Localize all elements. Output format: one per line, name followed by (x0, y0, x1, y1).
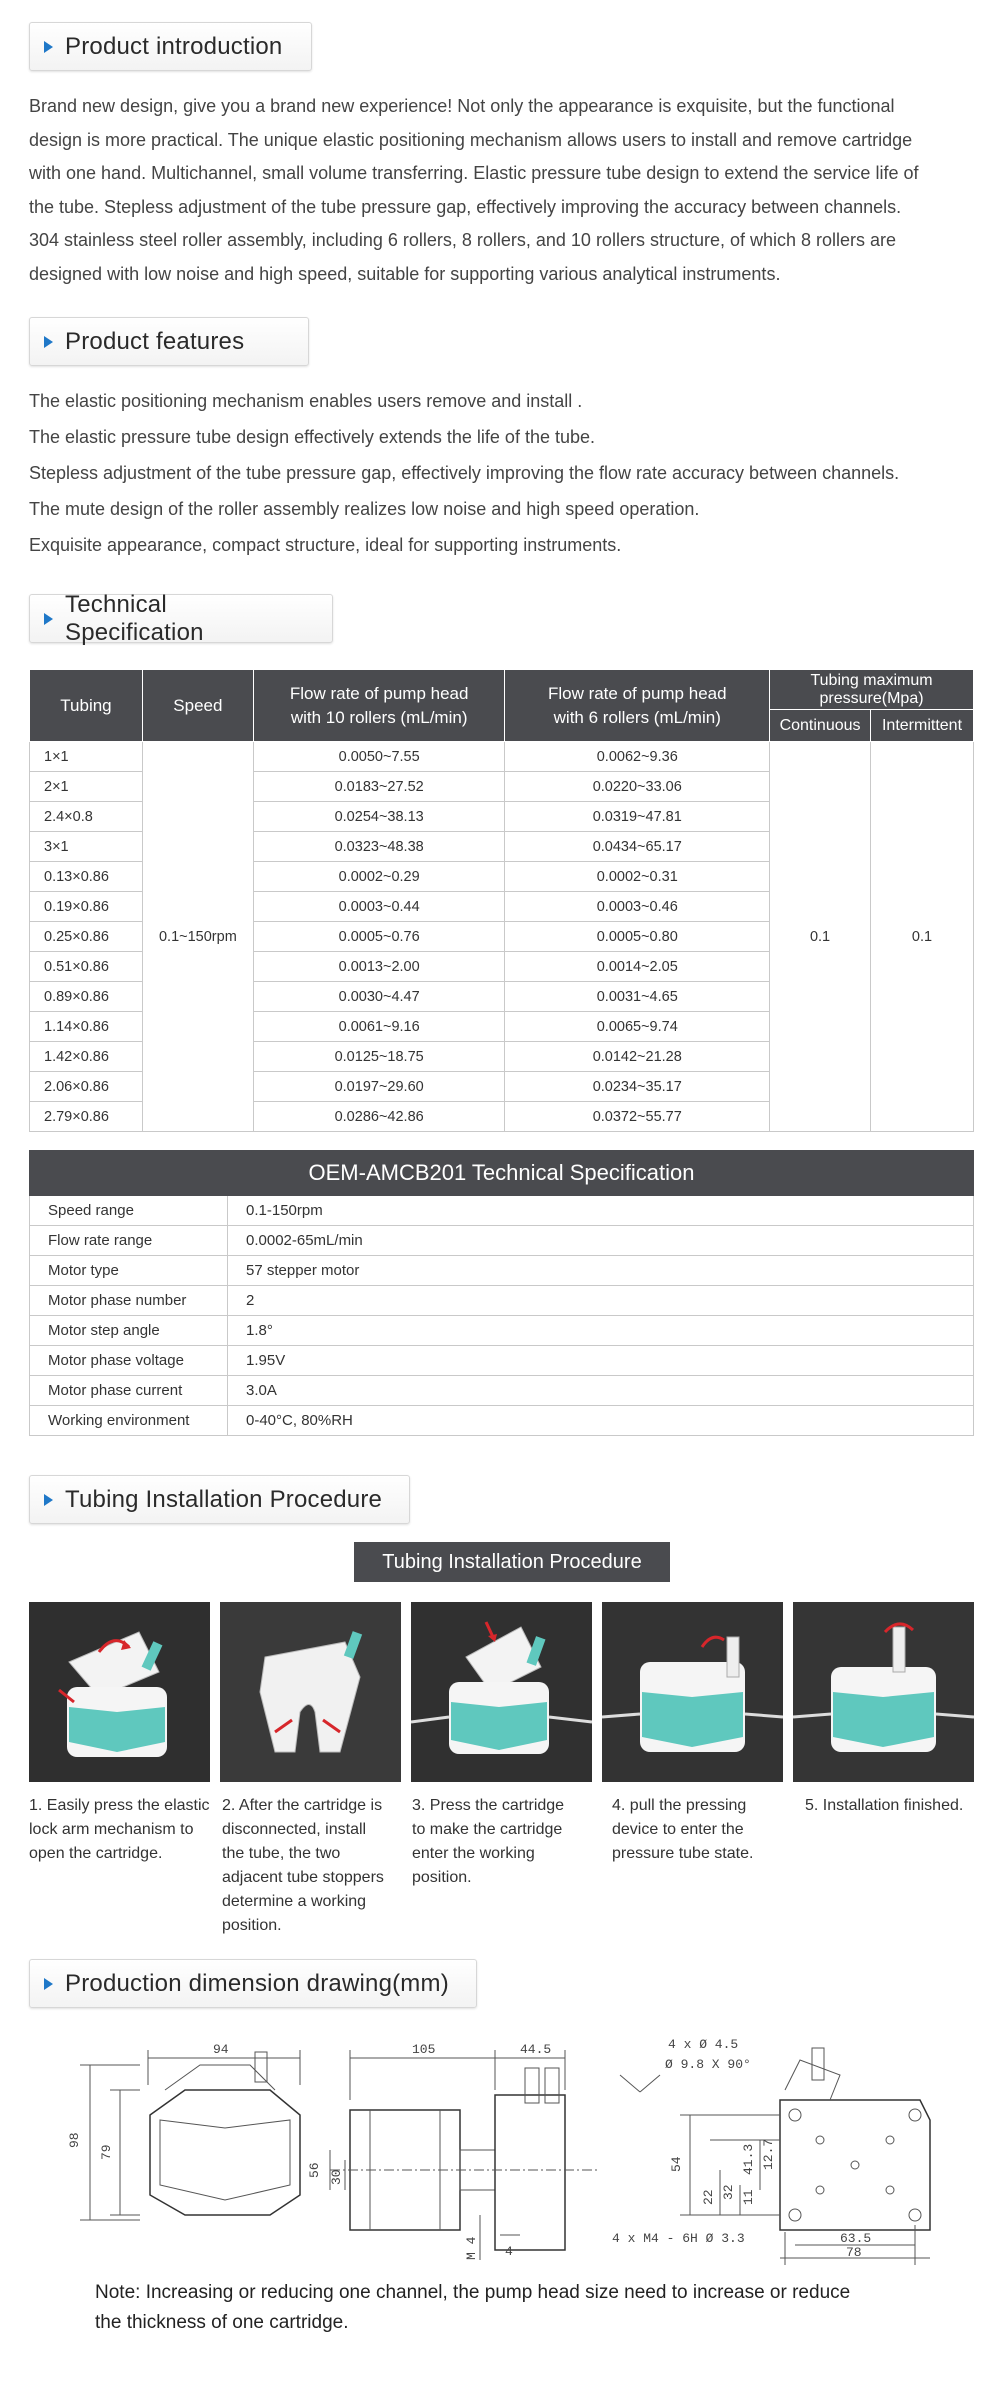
col-flow6 (505, 670, 770, 742)
dim-back-41-3: 41.3 (741, 2143, 756, 2175)
tubing-title: Tubing Installation Procedure (65, 1485, 383, 1513)
step-caption-2 (222, 1794, 403, 1938)
feature-item: The elastic positioning mechanism enables users remove and install . (29, 391, 583, 411)
cell-flow6: 0.0319~47.81 (505, 802, 770, 832)
caption-line: disconnected, install (222, 1821, 367, 1838)
caption-line: to make the cartridge (412, 1821, 563, 1838)
dim-side-length: 105 (412, 2042, 436, 2057)
dim-back-12-7: 12.7 (761, 2138, 776, 2170)
cell-flow6: 0.0003~0.46 (505, 892, 770, 922)
dim-side-head: 44.5 (520, 2042, 552, 2057)
cell-tubing: 0.19×0.86 (30, 892, 143, 922)
col-intermittent: Intermittent (871, 710, 974, 742)
dim-back-11: 11 (741, 2189, 756, 2205)
caption-line: position. (412, 1869, 472, 1886)
section-title-tubing (29, 1475, 410, 1524)
cell-flow6: 0.0062~9.36 (505, 742, 770, 772)
oem-label: Motor phase voltage (30, 1346, 228, 1376)
triangle-icon (44, 336, 53, 348)
oem-label: Flow rate range (30, 1226, 228, 1256)
note-line: the thickness of one cartridge. (95, 2312, 349, 2333)
cell-flow6: 0.0005~0.80 (505, 922, 770, 952)
dim-back-32: 32 (721, 2184, 736, 2200)
dim-side-m4: M 4 (464, 2236, 479, 2260)
col-pressure-line: pressure(Mpa) (819, 689, 924, 707)
dimension-drawing (0, 2020, 1000, 2270)
caption-line: open the cartridge. (29, 1845, 163, 1862)
table-row (30, 1226, 974, 1256)
col-flow10 (253, 670, 505, 742)
caption-line: adjacent tube stoppers (222, 1869, 384, 1886)
oem-value: 0-40°C, 80%RH (228, 1406, 974, 1436)
features-title: Product features (65, 327, 245, 355)
section-title-dimension (29, 1959, 477, 2008)
note-text (95, 2278, 955, 2338)
oem-value: 2 (228, 1286, 974, 1316)
step-caption-1 (29, 1794, 210, 1866)
caption-line: position. (222, 1917, 282, 1934)
cell-flow10: 0.0061~9.16 (253, 1012, 505, 1042)
table-row (30, 1256, 974, 1286)
oem-value: 1.8° (228, 1316, 974, 1346)
intro-line: the tube. Stepless adjustment of the tube pressure gap, effectively improving the accuracy between channels. (29, 196, 902, 217)
cell-intermittent: 0.1 (871, 742, 974, 1132)
cell-tubing: 2.4×0.8 (30, 802, 143, 832)
oem-label: Motor phase number (30, 1286, 228, 1316)
oem-label: Motor phase current (30, 1376, 228, 1406)
pump-head-pressing-image (602, 1602, 783, 1782)
cell-continuous: 0.1 (770, 742, 871, 1132)
step-photo-4 (602, 1602, 783, 1782)
table-row (30, 1316, 974, 1346)
table-row (30, 1376, 974, 1406)
triangle-icon (44, 613, 53, 625)
cell-flow10: 0.0002~0.29 (253, 862, 505, 892)
dim-back-78: 78 (846, 2245, 862, 2260)
pump-head-press-image (411, 1602, 592, 1782)
intro-line: designed with low noise and high speed, suitable for supporting various analytical instruments. (29, 263, 781, 284)
caption-line: 2. After the cartridge is (222, 1797, 383, 1814)
col-speed: Speed (142, 670, 253, 742)
triangle-icon (44, 41, 53, 53)
step-photo-5 (793, 1602, 974, 1782)
oem-value: 0.1-150rpm (228, 1196, 974, 1226)
step-caption-4 (612, 1794, 793, 1866)
cell-flow10: 0.0013~2.00 (253, 952, 505, 982)
pump-head-open-image (29, 1602, 210, 1782)
cell-flow6: 0.0220~33.06 (505, 772, 770, 802)
note-line: Note: Increasing or reducing one channel, the pump head size need to increase or reduce (95, 2282, 851, 2303)
caption-line: pressure tube state. (612, 1845, 754, 1862)
cell-tubing: 3×1 (30, 832, 143, 862)
dim-back-54: 54 (669, 2156, 684, 2172)
dim-side-shaft: 30 (329, 2169, 344, 2185)
cell-speed: 0.1~150rpm (142, 742, 253, 1132)
cell-tubing: 0.51×0.86 (30, 952, 143, 982)
table-row (30, 742, 974, 772)
cell-flow10: 0.0050~7.55 (253, 742, 505, 772)
table-row (30, 1406, 974, 1436)
cell-flow6: 0.0434~65.17 (505, 832, 770, 862)
dim-back-countersink: Ø 9.8 X 90° (665, 2057, 751, 2072)
caption-line: 3. Press the cartridge (412, 1797, 565, 1814)
cell-flow10: 0.0183~27.52 (253, 772, 505, 802)
step-photo-3 (411, 1602, 592, 1782)
step-caption-3 (412, 1794, 593, 1890)
dim-side-offset: 4 (505, 2244, 513, 2259)
cell-flow10: 0.0003~0.44 (253, 892, 505, 922)
oem-spec-table (29, 1150, 974, 1436)
caption-line: determine a working (222, 1893, 367, 1910)
dim-back-63-5: 63.5 (840, 2231, 872, 2246)
caption-line: lock arm mechanism to (29, 1821, 194, 1838)
oem-table-title: OEM-AMCB201 Technical Specification (30, 1151, 974, 1196)
section-title-features (29, 317, 309, 366)
section-title-tech (29, 590, 333, 646)
cell-tubing: 1.42×0.86 (30, 1042, 143, 1072)
dim-front-height: 98 (67, 2132, 82, 2148)
cell-flow6: 0.0014~2.05 (505, 952, 770, 982)
triangle-icon (44, 1978, 53, 1990)
oem-label: Motor type (30, 1256, 228, 1286)
caption-line: the tube, the two (222, 1845, 341, 1862)
cell-flow10: 0.0030~4.47 (253, 982, 505, 1012)
cell-tubing: 0.89×0.86 (30, 982, 143, 1012)
cell-flow6: 0.0031~4.65 (505, 982, 770, 1012)
cell-tubing: 0.13×0.86 (30, 862, 143, 892)
cell-tubing: 1×1 (30, 742, 143, 772)
cell-tubing: 0.25×0.86 (30, 922, 143, 952)
features-list (29, 383, 979, 563)
oem-value: 0.0002-65mL/min (228, 1226, 974, 1256)
table-row (30, 1196, 974, 1226)
cell-flow10: 0.0254~38.13 (253, 802, 505, 832)
col-flow6-line: Flow rate of pump head (547, 683, 727, 703)
table-row (30, 1286, 974, 1316)
dim-back-thread: 4 x M4 - 6H Ø 3.3 (612, 2231, 745, 2246)
dim-back-holes: 4 x Ø 4.5 (668, 2037, 739, 2052)
intro-line: Brand new design, give you a brand new experience! Not only the appearance is exquisite, but the functional (29, 96, 895, 116)
procedure-banner: Tubing Installation Procedure (354, 1542, 670, 1582)
intro-title: Product introduction (65, 32, 283, 60)
pump-head-finished-image (793, 1602, 974, 1782)
intro-line: with one hand. Multichannel, small volume transferring. Elastic pressure tube design to extend the service life of (29, 163, 919, 183)
caption-line: device to enter the (612, 1821, 744, 1838)
intro-line: 304 stainless steel roller assembly, including 6 rollers, 8 rollers, and 10 rollers structure, of which 8 rollers are (29, 230, 897, 250)
section-title-intro (29, 22, 312, 71)
col-pressure (770, 670, 974, 710)
feature-item: The mute design of the roller assembly realizes low noise and high speed operation. (29, 499, 700, 519)
dim-front-inner-height: 79 (99, 2144, 114, 2160)
cell-tubing: 1.14×0.86 (30, 1012, 143, 1042)
tech-title: Technical Specification (65, 590, 204, 646)
cell-flow10: 0.0323~48.38 (253, 832, 505, 862)
dim-back-22: 22 (701, 2189, 716, 2205)
col-flow10-line: with 10 rollers (mL/min) (290, 707, 468, 727)
cell-tubing: 2.06×0.86 (30, 1072, 143, 1102)
intro-paragraph (29, 90, 979, 291)
caption-line: 5. Installation finished. (805, 1797, 964, 1814)
caption-line: enter the working (412, 1845, 535, 1862)
feature-item: Stepless adjustment of the tube pressure gap, effectively improving the flow rate accuracy between channels. (29, 463, 900, 483)
col-continuous: Continuous (770, 710, 871, 742)
cell-tubing: 2.79×0.86 (30, 1102, 143, 1132)
intro-line: design is more practical. The unique elastic positioning mechanism allows users to install and remove cartridge (29, 129, 913, 150)
caption-line: 1. Easily press the elastic (29, 1797, 210, 1814)
table-row (30, 1346, 974, 1376)
cell-flow6: 0.0234~35.17 (505, 1072, 770, 1102)
oem-value: 3.0A (228, 1376, 974, 1406)
cell-flow10: 0.0197~29.60 (253, 1072, 505, 1102)
col-flow6-line: with 6 rollers (mL/min) (553, 707, 721, 727)
col-tubing: Tubing (30, 670, 143, 742)
cell-tubing: 2×1 (30, 772, 143, 802)
step-photo-1 (29, 1602, 210, 1782)
cell-flow10: 0.0286~42.86 (253, 1102, 505, 1132)
step-photo-2 (220, 1602, 401, 1782)
cell-flow10: 0.0125~18.75 (253, 1042, 505, 1072)
cell-flow6: 0.0065~9.74 (505, 1012, 770, 1042)
feature-item: Exquisite appearance, compact structure, ideal for supporting instruments. (29, 535, 622, 555)
oem-value: 57 stepper motor (228, 1256, 974, 1286)
cell-flow6: 0.0002~0.31 (505, 862, 770, 892)
dim-front-width: 94 (213, 2042, 229, 2057)
feature-item: The elastic pressure tube design effectively extends the life of the tube. (29, 427, 596, 447)
oem-value: 1.95V (228, 1346, 974, 1376)
oem-label: Speed range (30, 1196, 228, 1226)
pump-head-tube-image (220, 1602, 401, 1782)
caption-line: 4. pull the pressing (612, 1797, 747, 1814)
col-pressure-line: Tubing maximum (810, 671, 933, 689)
cell-flow10: 0.0005~0.76 (253, 922, 505, 952)
oem-label: Working environment (30, 1406, 228, 1436)
step-caption-5 (805, 1794, 986, 1818)
dimension-title: Production dimension drawing(mm) (65, 1969, 449, 1997)
triangle-icon (44, 1494, 53, 1506)
dim-side-height: 56 (307, 2162, 322, 2178)
spec-table (29, 669, 974, 1132)
cell-flow6: 0.0142~21.28 (505, 1042, 770, 1072)
col-flow10-line: Flow rate of pump head (289, 683, 469, 703)
cell-flow6: 0.0372~55.77 (505, 1102, 770, 1132)
oem-label: Motor step angle (30, 1316, 228, 1346)
